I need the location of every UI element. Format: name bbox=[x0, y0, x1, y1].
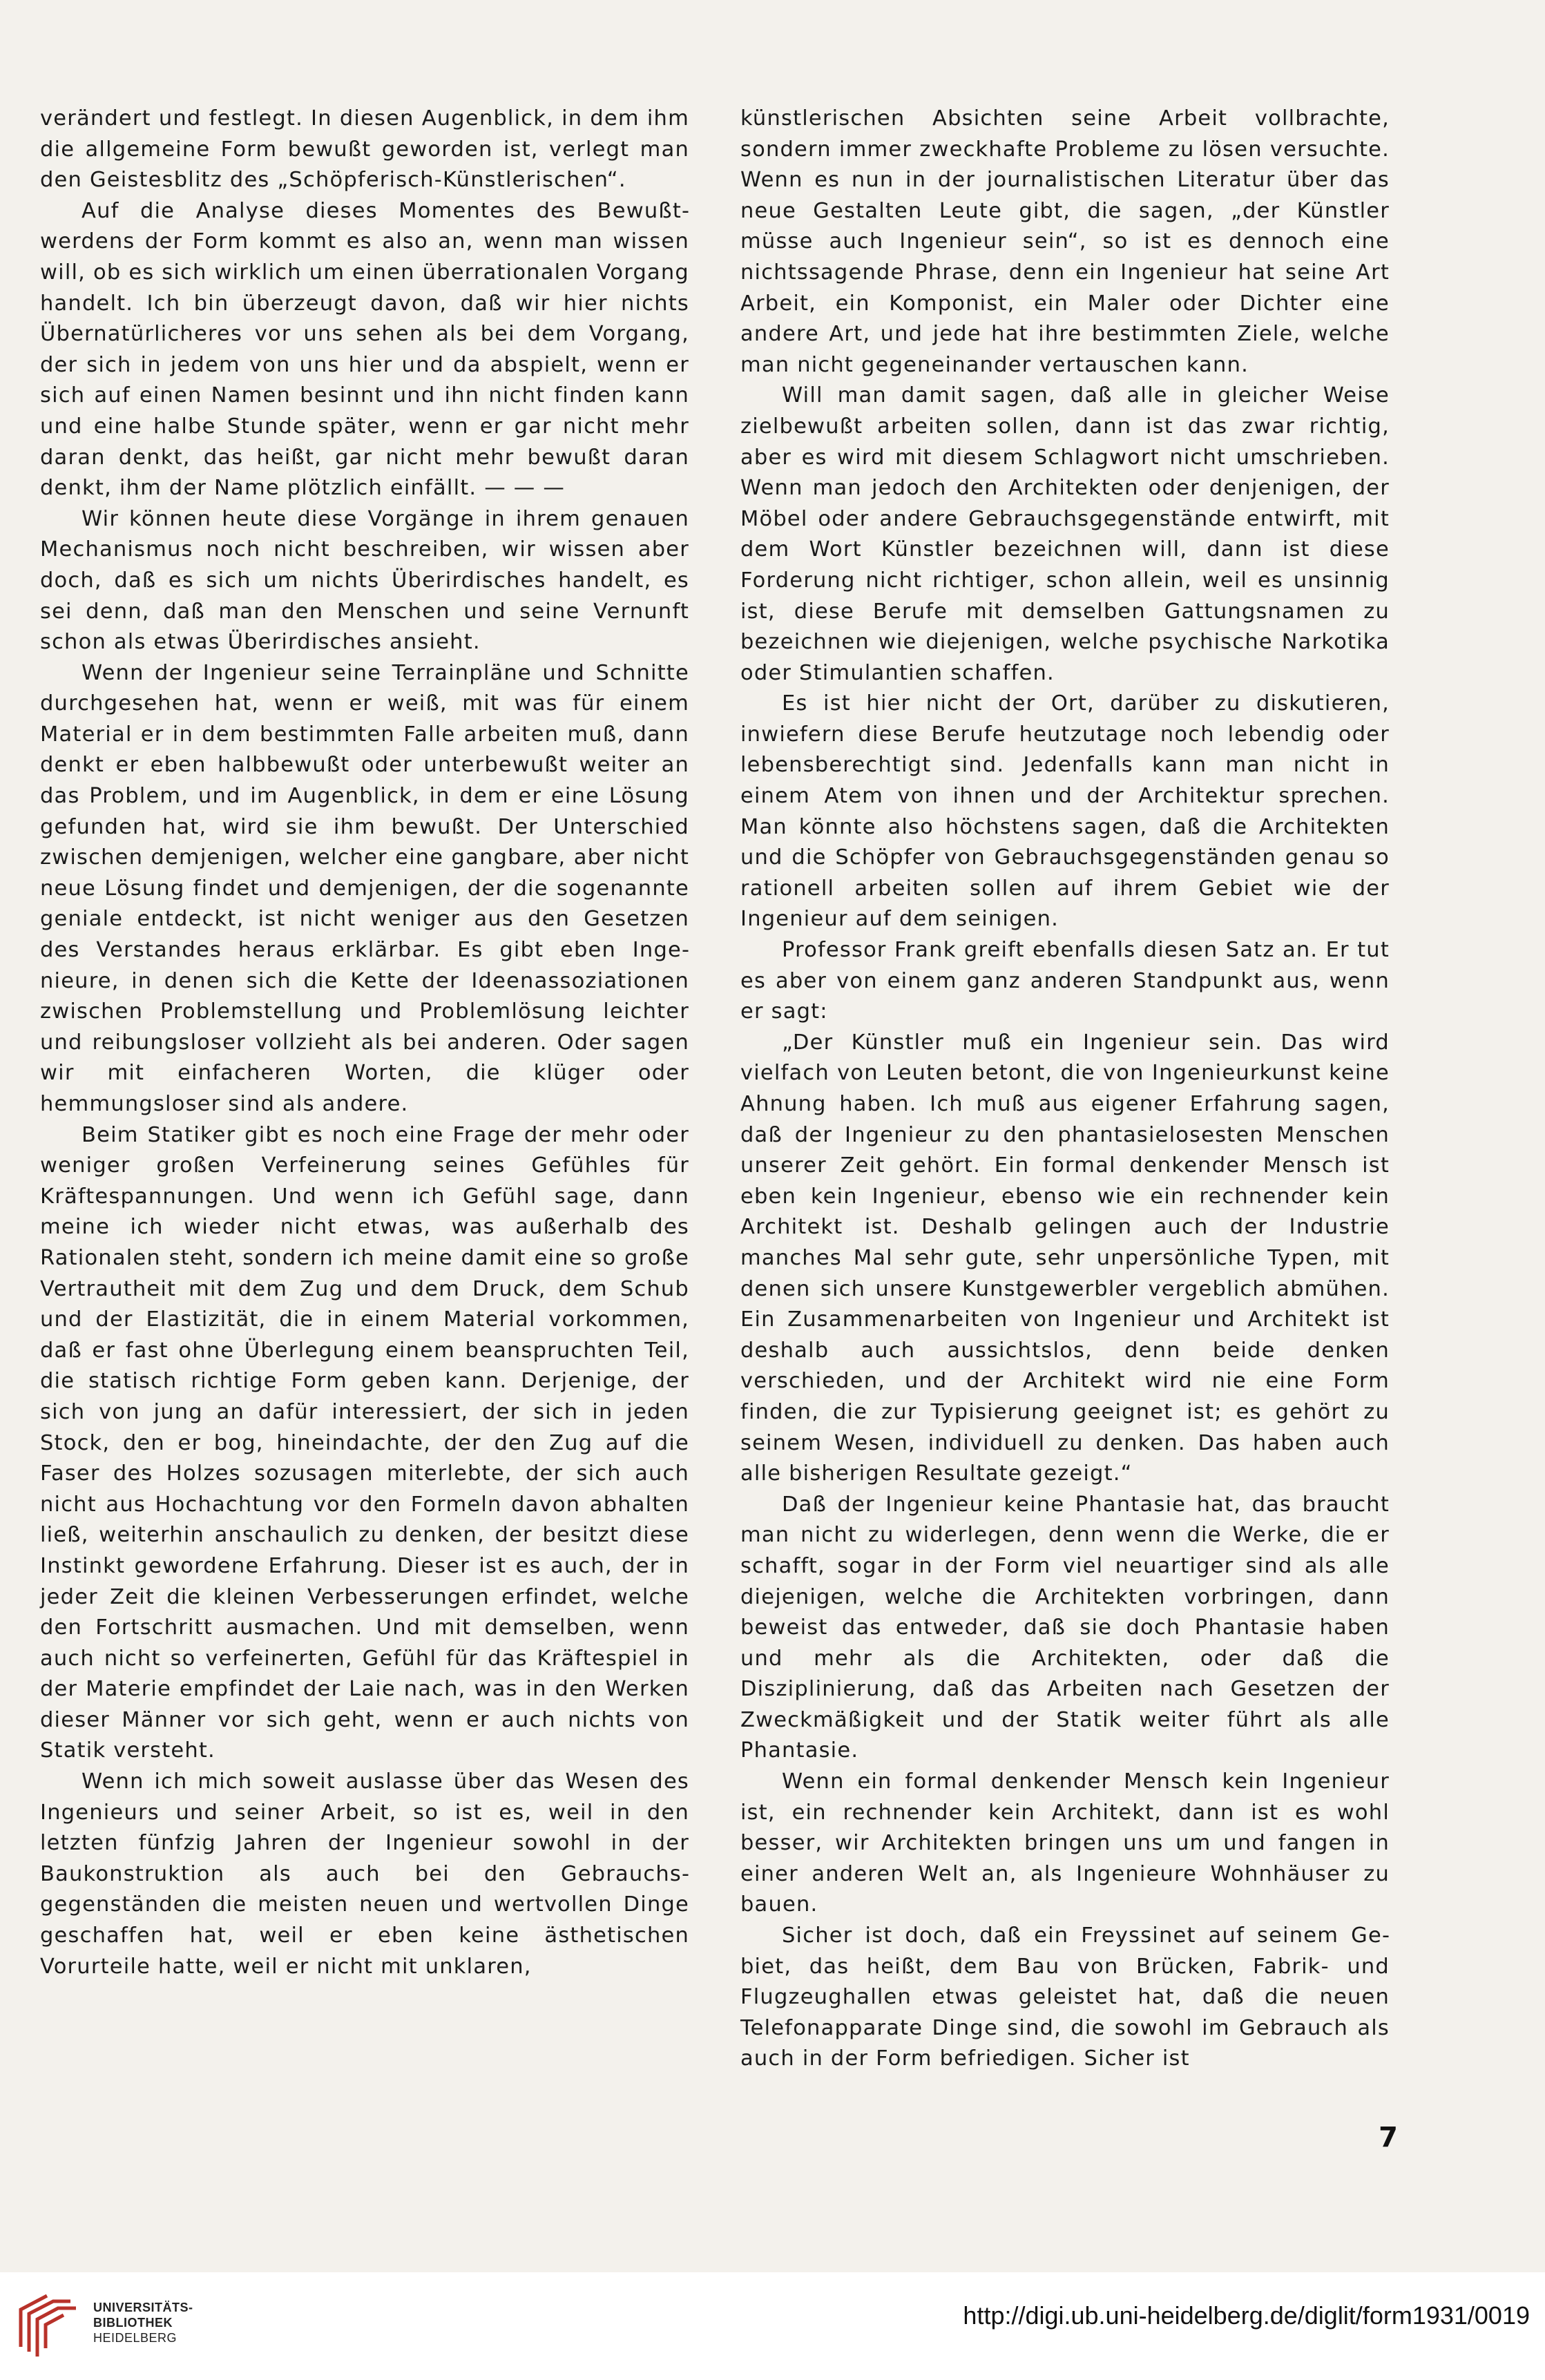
library-name-line2: BIBLIOTHEK bbox=[93, 2316, 173, 2330]
source-url-link[interactable]: http://digi.ub.uni-heidelberg.de/diglit/form1931/0019 bbox=[963, 2301, 1530, 2330]
university-library-logo-icon[interactable] bbox=[15, 2293, 84, 2362]
paragraph: Es ist hier nicht der Ort, darüber zu diskutieren, inwiefern diese Berufe heutzutage noch lebendig oder lebensberechtigt sind. Jedenfalls kann man nicht in einem Atem von ihnen und der Architektur sprechen. Man könnte also höchstens sagen, daß die Architekten und die Schöpfer von Gebrauchsgegenständen genau so rationell arbeiten sollen auf ihrem Gebiet wie der Ingenieur auf dem seinigen. bbox=[740, 691, 1390, 932]
paragraph: „Der Künstler muß ein Ingenieur sein. Das wird vielfach von Leuten betont, die von Ingenieurkunst keine Ahnung haben. Ich muß aus eigener Erfahrung sagen, daß der Ingenieur zu den phantasielosesten Menschen unserer Zeit gehört. Ein formal denkender Mensch ist eben kein Ingenieur, ebenso wie ein rechnender kein Architekt ist. Deshalb gelingen auch der Industrie manches Mal sehr gute, sehr unpersönliche Typen, mit denen sich unsere Kunstgewerbler vergeblich abmühen. Ein Zusammenarbeiten von Ingenieur und Architekt ist deshalb auch aussichtslos, denn beide denken verschieden, und der Architekt wird nie eine Form finden, die zur Typisierung geeignet ist; es gehört zu seinem Wesen, individuell zu denken. Das haben auch alle bisherigen Resultate gezeigt.“ bbox=[740, 1030, 1390, 1486]
paragraph: Wenn ein formal denkender Mensch kein Ingenieur ist, ein rechnender kein Architekt, dann ist es wohl besser, wir Architekten bringen uns um und fangen in einer anderen Welt an, als Ingenieure Wohnhäuser zu bauen. bbox=[740, 1769, 1390, 1917]
text-column-left bbox=[40, 104, 689, 1982]
paragraph: Will man damit sagen, daß alle in gleicher Weise zielbewußt arbeiten sollen, dann ist das zwar richtig, aber es wird mit diesem Schlagwort nicht umschrieben. Wenn man jedoch den Architekten oder denjenigen, der Möbel oder andere Gebrauchsgegenstände entwirft, mit dem Wort Künstler bezeichnen will, dann ist diese Forderung nicht richtiger, schon allein, weil es unsinnig ist, diese Berufe mit demselben Gattungsnamen zu bezeichnen wie diejenigen, welche psychische Narkotika oder Stimulantien schaffen. bbox=[740, 383, 1390, 685]
paragraph: Wenn der Ingenieur seine Terrainpläne und Schnitte durchgesehen hat, wenn er weiß, mit was für einem Material er in dem bestimmten Falle arbeiten muß, dann denkt er eben halbbewußt oder unterbewußt weiter an das Problem, und im Augenblick, in dem er eine Lösung gefunden hat, wird sie ihm bewußt. Der Unterschied zwischen demjenigen, welcher eine gangbare, aber nicht neue Lösung findet und demjenigen, der die sogenannte geniale entdeckt, ist nicht weniger aus den Gesetzen des Verstandes heraus erklärbar. Es gibt eben Ingenieure, in denen sich die Kette der Ideenassoziationen zwischen Problemstellung und Problemlösung leichter und reibungsloser vollzieht als bei anderen. Oder sagen wir mit einfacheren Worten, die klüger oder hemmungsloser sind als andere. bbox=[40, 660, 689, 1116]
paragraph: Daß der Ingenieur keine Phantasie hat, das braucht man nicht zu widerlegen, denn wenn die Werke, die er schafft, sogar in der Form viel neuartiger sind als alle diejenigen, welche die Architekten vorbringen, dann beweist das entweder, daß sie doch Phantasie haben und mehr als die Architekten, oder daß die Disziplinierung, daß das Arbeiten nach Gesetzen der Zweckmäßigkeit und der Statik weiter führt als alle Phantasie. bbox=[740, 1492, 1390, 1763]
paragraph: Beim Statiker gibt es noch eine Frage der mehr oder weniger großen Verfeinerung seines Gefühles für Kräftespannungen. Und wenn ich Gefühl sage, dann meine ich wieder nicht etwas, was außerhalb des Rationalen steht, sondern ich meine damit eine so große Vertrautheit mit dem Zug und dem Druck, dem Schub und der Elastizität, die in einem Material vorkommen, daß er fast ohne Überlegung einem beanspruchten Teil, die statisch richtige Form geben kann. Derjenige, der sich von jung an dafür interessiert, der sich in jeden Stock, den er bog, hineindachte, der den Zug auf die Faser des Holzes sozusagen miterlebte, der sich auch nicht aus Hochachtung vor den Formeln davon abhalten ließ, weiterhin anschaulich zu denken, der besitzt diese Instinkt gewordene Erfahrung. Dieser ist es auch, der in jeder Zeit die kleinen Verbesserungen erfindet, welche den Fortschritt ausmachen. Und mit demselben, wenn auch nicht so verfeinerten, Gefühl für das Kräftespiel in der Materie empfindet der Laie nach, was in den Werken dieser Männer vor sich geht, wenn er auch nichts von Statik versteht. bbox=[40, 1122, 689, 1763]
paragraph: Wir können heute diese Vorgänge in ihrem genauen Mechanismus noch nicht beschreiben, wir wissen aber doch, daß es sich um nichts Überirdisches handelt, es sei denn, daß man den Menschen und seine Vernunft schon als etwas Überirdisches ansieht. bbox=[40, 506, 689, 655]
paragraph: künstlerischen Absichten seine Arbeit vollbrachte, sondern immer zweckhafte Probleme zu lösen versuchte. Wenn es nun in der journalistischen Literatur über das neue Gestalten Leute gibt, die sagen, „der Künstler müsse auch Ingenieur sein“, so ist es dennoch eine nichtssagende Phrase, denn ein Ingenieur hat seine Art Arbeit, ein Komponist, ein Maler oder Dichter eine andere Art, und jede hat ihre bestimmten Ziele, welche man nicht gegeneinander vertauschen kann. bbox=[740, 106, 1390, 377]
library-name-line1: UNIVERSITÄTS- bbox=[93, 2301, 193, 2314]
paragraph: Sicher ist doch, daß ein Freyssinet auf seinem Gebiet, das heißt, dem Bau von Brücken, Fabrik- und Flugzeughallen etwas geleistet hat, daß die neuen Telefonapparate Dinge sind, die sowohl im Gebrauch als auch in der Form befriedigen. Sicher ist bbox=[740, 1923, 1390, 2071]
page-number: 7 bbox=[1379, 2122, 1398, 2153]
paragraph: Auf die Analyse dieses Momentes des Bewußtwerdens der Form kommt es also an, wenn man wissen will, ob es sich wirklich um einen überrationalen Vorgang handelt. Ich bin überzeugt davon, daß wir hier nichts Übernatürlicheres vor uns sehen als bei dem Vorgang, der sich in jedem von uns hier und da abspielt, wenn er sich auf einen Namen besinnt und ihn nicht finden kann und eine halbe Stunde später, wenn er gar nicht mehr daran denkt, das heißt, gar nicht mehr bewußt daran denkt, ihm der Name plötzlich einfällt. — — — bbox=[40, 198, 689, 501]
paragraph: Wenn ich mich soweit auslasse über das Wesen des Ingenieurs und seiner Arbeit, so ist es, weil in den letzten fünfzig Jahren der Ingenieur sowohl in der Baukonstruktion als auch bei den Gebrauchsgegenständen die meisten neuen und wertvollen Dinge geschaffen hat, weil er eben keine ästhetischen Vorurteile hatte, weil er nicht mit unklaren, bbox=[40, 1769, 689, 1979]
text-column-right bbox=[740, 104, 1390, 2075]
library-name-line3: HEIDELBERG bbox=[93, 2331, 177, 2345]
library-name bbox=[93, 2300, 193, 2345]
paragraph: verändert und festlegt. In diesen Augenblick, in dem ihm die allgemeine Form bewußt geworden ist, verlegt man den Geistesblitz des „Schöpferisch-Künstlerischen“. bbox=[40, 106, 689, 193]
digitization-footer bbox=[0, 2272, 1545, 2380]
paragraph: Professor Frank greift ebenfalls diesen Satz an. Er tut es aber von einem ganz anderen Standpunkt aus, wenn er sagt: bbox=[740, 938, 1390, 1024]
